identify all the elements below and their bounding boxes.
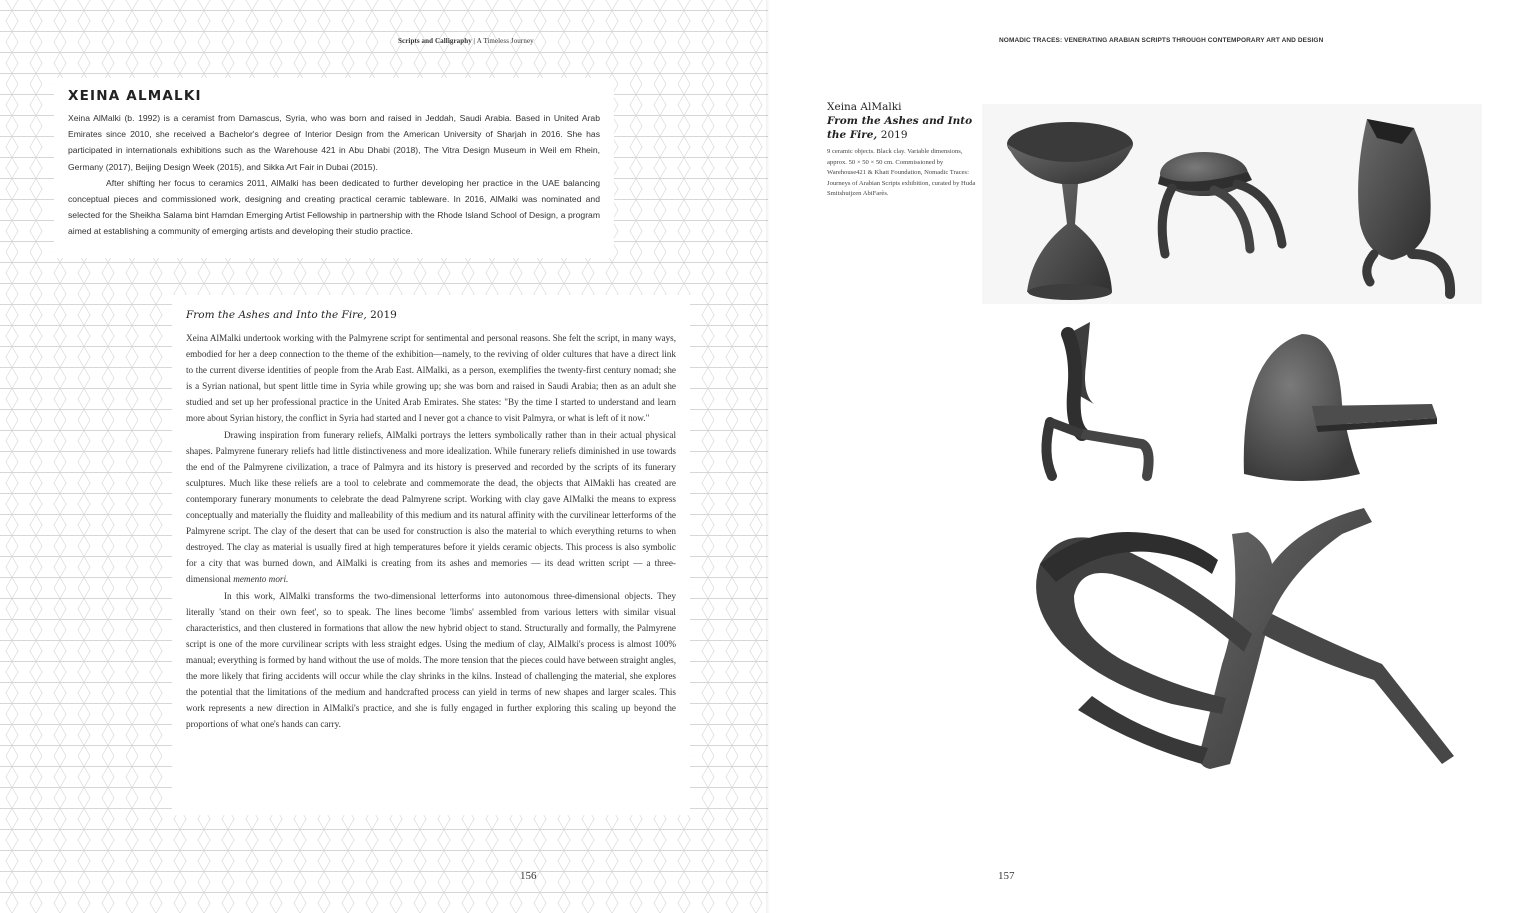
essay-italic-tail: memento mori. <box>233 574 289 585</box>
bio-paragraph-2: After shifting her focus to ceramics 2011, AlMalki has been dedicated to further developing her practice in the UAE balancing conceptual pieces and commissioned work, designing and creating practical ceramic tableware. In 2016, AlMalki was nominated and selected for the Sheikha Salama bint Hamdan Emerging Artist Fellowship in partnership with the Rhode Island School of Design, a program aimed at establishing a community of emerging artists and developing their studio practice. <box>68 177 600 237</box>
essay-box <box>172 295 690 815</box>
essay-paragraph-3: In this work, AlMalki transforms the two-dimensional letterforms into autonomous three-dimensional objects. They literally 'stand on their own feet', so to speak. The lines become 'limbs' assembled from various letters with similar visual characteristics, and then clustered in formations that allow the new hybrid object to stand. Structurally and formally, the Palmyrene script is one of the more curvilinear scripts with less straight edges. Using the medium of clay, AlMalki's process is almost 100% manual; everything is formed by hand without the use of molds. The more tension that the pieces could have between straight angles, the more likely that firing accidents will occur while the clay shrinks in the kilns. Instead of challenging the material, she explores the potential that the limitations of the medium and handcrafted process can yield in terms of new shapes and larger scales. This work represents a new direction in AlMalki's practice, and she is fully engaged in further exploring this scaling up beyond the proportions of what one's hands can carry. <box>186 590 676 730</box>
essay-paragraph-2 <box>186 427 676 588</box>
page-number-left: 156 <box>520 870 537 882</box>
caption-year: 2019 <box>880 129 908 141</box>
caption-title-text: From the Ashes and Into the Fire, <box>827 115 973 141</box>
artist-name: XEINA ALMALKI <box>68 88 202 104</box>
caption-details: 9 ceramic objects. Black clay. Variable dimensions, approx. 50 × 50 × 50 cm. Commissioned by Warehouse421 & Khatt Foundation, Nomadic Traces: Journeys of Arabian Scripts exhibition, curated by Huda Smitshuijzen AbiFarès. <box>827 148 976 198</box>
running-head-section: Scripts and Calligraphy <box>398 37 472 45</box>
caption-artist: Xeina AlMalki <box>827 101 902 113</box>
sculpture-dome-ramp <box>1244 334 1437 481</box>
sculpture-chair <box>1046 322 1148 476</box>
essay-title <box>186 309 676 321</box>
gutter-shadow <box>766 0 770 913</box>
essay-paragraph-1: Xeina AlMalki undertook working with the Palmyrene script for sentimental and personal reasons. She felt the script, in many ways, embodied for her a deep connection to the theme of the exhibition—namely, to the reviving of older cultures that have a direct link to the current diverse identities of people from the Arab East. AlMalki, as a person, exemplifies the twenty-first century nomad; she is a Syrian national, but spent little time in Syria while growing up; she was born and raised in Saudi Arabia; then as an adult she studied and set up her professional practice in the United Arab Emirates. She states: "By the time I started to understand and learn more about Syrian history, the conflict in Syria had started and I never got a chance to visit Palmyra, or what is left of it now." <box>186 333 676 424</box>
sculpture-large-letterform <box>1036 508 1454 769</box>
running-head-left <box>398 37 534 45</box>
essay-title-text: From the Ashes and Into the Fire, <box>186 309 367 321</box>
sculpture-cap-legs <box>1158 152 1282 254</box>
artist-bio-box <box>54 78 614 258</box>
bio-paragraph-1: Xeina AlMalki (b. 1992) is a ceramist from Damascus, Syria, who was born and raised in Jeddah, Saudi Arabia. Based in United Arab Emirates since 2010, she received a Bachelor's degree of Interior Design from the American University of Sharjah in 2016. She has participated in internationals exhibitions such as the Warehouse 421 in Abu Dhabi (2018), The Vitra Design Museum in Weil em Rhein, Germany (2017), Beijing Design Week (2015), and Sikka Art Fair in Dubai (2015). <box>68 113 600 172</box>
sculpture-goblet <box>1007 122 1133 300</box>
essay-year: 2019 <box>370 309 397 321</box>
caption-title <box>827 114 977 142</box>
sculptures-illustration <box>982 104 1482 804</box>
page-number-right: 157 <box>998 870 1015 882</box>
running-head-separator: | <box>473 37 476 45</box>
sculpture-tall-vase <box>1358 119 1450 294</box>
essay-paragraph-2-text: Drawing inspiration from funerary reliefs, AlMalki portrays the letters symbolically rather than in their actual physical shapes. Palmyrene funerary reliefs had little distinctiveness and more idealization. While funerary reliefs diminished in use towards the end of the Palmyrene civilization, a trace of Palmyra and its history is preserved and recorded by the scripts of its funerary sculptures. Much like these reliefs are a tool to celebrate and commemorate the dead, the objects that AlMakli has created are contemporary funerary monuments to celebrate the dead Palmyrene script. Working with clay gave AlMalki the means to express conceptually and materially the fluidity and malleability of this medium and its natural affinity with the curvilinear letterforms of the Palmyrene script. The clay of the desert that can be used for construction is also the material to which everything returns to when destroyed. The clay as material is usually fired at high temperatures before it yields ceramic objects. This process is also symbolic for a city that was burned down, and AlMalki is creating from its ashes and memories — its dead written script — a three-dimensional <box>186 429 676 585</box>
artwork-caption <box>827 100 977 200</box>
ceramic-sculptures-photo <box>982 104 1482 804</box>
running-head-subtitle: A Timeless Journey <box>476 37 534 45</box>
running-head-right: NOMADIC TRACES: VENERATING ARABIAN SCRIPTS THROUGH CONTEMPORARY ART AND DESIGN <box>999 37 1324 44</box>
